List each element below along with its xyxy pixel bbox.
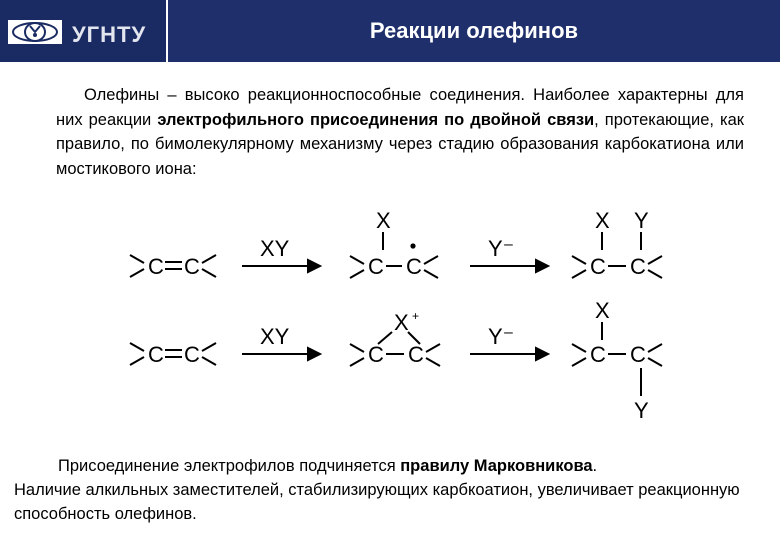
row2-olefin-c1: C — [148, 342, 164, 367]
row2-arrow-xy — [242, 324, 320, 360]
markovnikov-rule: правилу Марковникова — [400, 457, 593, 475]
row1-arrow-y — [470, 236, 548, 272]
row1-product-c1: C — [590, 254, 606, 279]
row2-product-y: Y — [634, 398, 649, 423]
row2-olefin-c2: C — [184, 342, 200, 367]
svg-text:+: + — [412, 309, 420, 323]
row2-product — [572, 298, 662, 423]
row1-olefin-c1: C — [148, 254, 164, 279]
row1-product-y: Y — [634, 208, 649, 233]
row2-olefin — [130, 342, 216, 367]
row2-product-c1: C — [590, 342, 606, 367]
footer-line-1 — [14, 454, 754, 478]
row1-cation-x: X — [376, 208, 391, 233]
row1-cation-c2: C — [406, 254, 422, 279]
footer-text-2: . — [592, 457, 598, 475]
row2-product-x: X — [595, 298, 610, 323]
slide-title: Реакции олефинов — [369, 18, 579, 43]
row2-product-c2: C — [630, 342, 646, 367]
row1-reagent-y: Y⁻ — [488, 236, 515, 261]
row1-product — [572, 208, 662, 279]
row1-olefin-c2: C — [184, 254, 200, 279]
footer-text-1: Присоединение электрофилов подчиняется — [58, 457, 401, 475]
row1-reagent-xy: XY — [260, 236, 290, 261]
row2-arrow-y — [470, 324, 548, 360]
row1-product-c2: C — [630, 254, 646, 279]
row2-bridged-c1: C — [368, 342, 384, 367]
row2-bridged-x: X — [394, 310, 409, 335]
footer-paragraph — [14, 454, 754, 526]
university-emblem-icon — [8, 20, 62, 44]
row1-carbocation — [350, 208, 438, 279]
logo — [0, 0, 166, 62]
intro-text-1: Олефины – высоко реакционноспособные соединения. Наиболее характерны для них реакции — [56, 86, 744, 129]
footer-line-2: Наличие алкильных заместителей, стабилизирующих карбкоатион, увеличивает реакционную способность олефинов. — [14, 481, 740, 523]
intro-paragraph — [56, 83, 744, 181]
intro-text-2: , протекающие, как правило, по бимолекулярному механизму через стадию образования карбокатиона или мостикового иона: — [56, 110, 744, 178]
reaction-scheme — [120, 200, 680, 430]
row1-cation-c1: C — [368, 254, 384, 279]
intro-bold-term: электрофильного присоединения по двойной связи — [157, 110, 595, 129]
row1-arrow-xy — [242, 236, 320, 272]
row2-bridged-ion — [350, 309, 440, 367]
logo-text: УГНТУ — [72, 22, 147, 47]
row2-bridged-c2: C — [408, 342, 424, 367]
row1-product-x: X — [595, 208, 610, 233]
row2-reagent-y: Y⁻ — [488, 324, 515, 349]
row1-olefin — [130, 254, 216, 279]
row2-reagent-xy: XY — [260, 324, 290, 349]
slide-header — [0, 0, 780, 62]
